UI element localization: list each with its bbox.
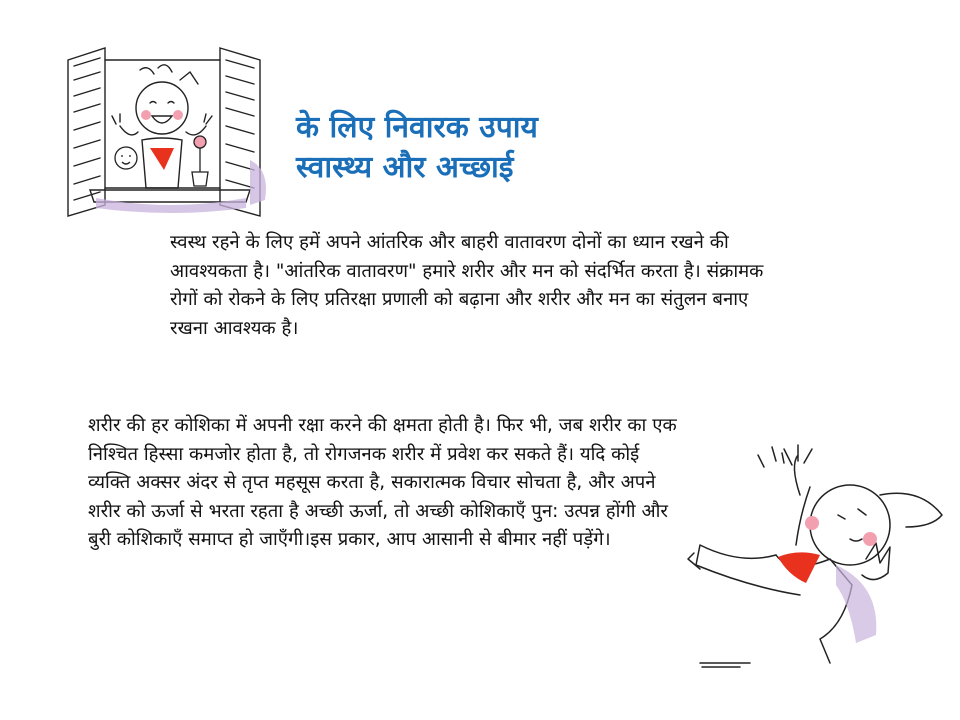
blush-mark <box>173 110 183 120</box>
small-child-figure <box>115 147 137 169</box>
lavender-shading <box>836 565 876 643</box>
red-shirt-patch <box>150 148 174 170</box>
red-heart-patch <box>778 552 820 583</box>
blush-mark <box>863 532 877 546</box>
page-title-line-2: स्वास्थ्य और अच्छाई <box>296 150 514 185</box>
window-illustration <box>60 40 280 220</box>
flower-pot-icon <box>192 136 208 186</box>
dancing-figure-illustration <box>680 435 950 675</box>
paragraph-cells: शरीर की हर कोशिका में अपनी रक्षा करने की क्षमता होती है। फिर भी, जब शरीर का एक निश्चित हिस्सा कमजोर होता है, तो रोगजनक शरीर में प्रवेश कर सकते हैं। यदि कोई व्यक्ति अक्सर अंदर से तृप्त महसूस करता है, सकारात्मक विचार सोचता है, और अपने शरीर को ऊर्जा से भरता रहता है अच्छी ऊर्जा, तो अच्छी कोशिकाएँ पुन: उत्पन्न होंगी और बुरी कोशिकाएँ समाप्त हो जाएँगी।इस प्रकार, आप आसानी से बीमार नहीं पड़ेंगे। <box>88 415 677 551</box>
blush-mark <box>805 516 819 530</box>
blush-mark <box>141 110 151 120</box>
paragraph-environment: स्वस्थ रहने के लिए हमें अपने आंतरिक और बाहरी वातावरण दोनों का ध्यान रखने की आवश्यकता है। "आंतरिक वातावरण" हमारे शरीर और मन को संदर्भित करता है। संक्रामक रोगों को रोकने के लिए प्रतिरक्षा प्रणाली को बढ़ाना और शरीर और मन का संतुलन बनाए रखना आवश्यक है। <box>170 232 764 339</box>
title-block <box>296 108 538 188</box>
page-title-line-1: के लिए निवारक उपाय <box>296 110 538 145</box>
